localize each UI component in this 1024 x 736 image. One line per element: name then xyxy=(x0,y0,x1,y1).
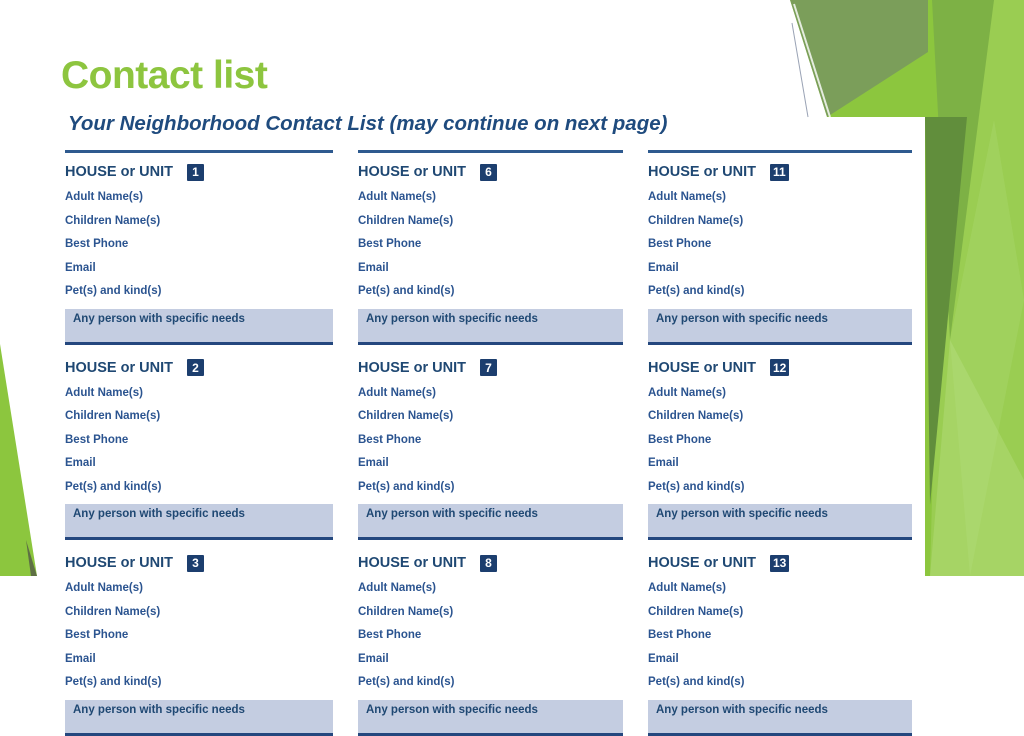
house-unit-header xyxy=(65,163,333,181)
field-label-children-names: Children Name(s) xyxy=(65,410,161,422)
field-label-adult-names: Adult Name(s) xyxy=(358,191,436,203)
field-list xyxy=(358,382,623,500)
field-label-children-names: Children Name(s) xyxy=(358,410,454,422)
house-unit-header xyxy=(648,163,912,181)
field-label-pets: Pet(s) and kind(s) xyxy=(65,285,162,297)
house-unit-block xyxy=(358,359,623,541)
house-unit-label: HOUSE or UNIT xyxy=(358,555,466,571)
field-label-email: Email xyxy=(358,652,389,665)
field-label-adult-names: Adult Name(s) xyxy=(65,191,143,203)
contact-list-grid xyxy=(65,150,912,736)
field-label-pets: Pet(s) and kind(s) xyxy=(358,676,455,688)
field-label-email: Email xyxy=(358,457,389,469)
house-unit-block xyxy=(65,554,333,736)
house-unit-header xyxy=(358,554,623,572)
contact-column-1 xyxy=(65,150,333,736)
house-unit-header xyxy=(65,554,333,572)
house-unit-label: HOUSE or UNIT xyxy=(648,359,756,376)
house-unit-header xyxy=(648,359,912,377)
field-list xyxy=(648,577,912,695)
field-label-best-phone: Best Phone xyxy=(65,629,129,641)
bottom-left-facet-decoration xyxy=(0,344,40,576)
unit-number-badge: 1 xyxy=(187,164,204,181)
unit-number-badge: 2 xyxy=(187,359,204,376)
specific-needs-box: Any person with specific needs xyxy=(65,504,333,540)
field-list xyxy=(65,577,333,695)
house-unit-label: HOUSE or UNIT xyxy=(358,164,466,180)
specific-needs-box: Any person with specific needs xyxy=(648,504,912,540)
field-label-best-phone: Best Phone xyxy=(358,629,422,641)
house-unit-header xyxy=(358,163,623,181)
field-label-best-phone: Best Phone xyxy=(358,433,422,446)
field-label-children-names: Children Name(s) xyxy=(358,214,454,227)
field-label-pets: Pet(s) and kind(s) xyxy=(358,285,455,297)
house-unit-label: HOUSE or UNIT xyxy=(648,555,756,571)
specific-needs-box: Any person with specific needs xyxy=(648,309,912,345)
specific-needs-box: Any person with specific needs xyxy=(65,700,333,736)
field-label-pets: Pet(s) and kind(s) xyxy=(648,676,745,688)
house-unit-block xyxy=(65,163,333,345)
house-unit-header xyxy=(648,554,912,572)
field-label-children-names: Children Name(s) xyxy=(65,605,161,618)
field-label-email: Email xyxy=(358,261,389,274)
house-unit-header xyxy=(358,359,623,377)
contact-column-2 xyxy=(358,150,623,736)
unit-number-badge: 8 xyxy=(480,555,497,572)
field-label-email: Email xyxy=(648,652,679,665)
house-unit-block xyxy=(358,554,623,736)
house-unit-block xyxy=(648,163,912,345)
field-label-pets: Pet(s) and kind(s) xyxy=(65,676,162,688)
field-label-pets: Pet(s) and kind(s) xyxy=(648,285,745,297)
specific-needs-box: Any person with specific needs xyxy=(358,504,623,540)
field-label-adult-names: Adult Name(s) xyxy=(65,582,143,594)
field-list xyxy=(358,186,623,304)
house-unit-block xyxy=(65,359,333,541)
field-label-children-names: Children Name(s) xyxy=(648,605,744,618)
field-label-email: Email xyxy=(65,457,96,469)
field-list xyxy=(358,577,623,695)
field-label-children-names: Children Name(s) xyxy=(358,605,454,618)
field-label-email: Email xyxy=(65,652,96,665)
unit-number-badge: 11 xyxy=(770,164,789,181)
specific-needs-box: Any person with specific needs xyxy=(648,700,912,736)
house-unit-block xyxy=(358,163,623,345)
house-unit-label: HOUSE or UNIT xyxy=(65,164,173,180)
house-unit-header xyxy=(65,359,333,377)
field-label-adult-names: Adult Name(s) xyxy=(648,386,726,399)
contact-column-3 xyxy=(648,150,912,736)
field-list xyxy=(65,382,333,500)
house-unit-block xyxy=(648,359,912,541)
unit-number-badge: 12 xyxy=(770,359,789,376)
field-label-adult-names: Adult Name(s) xyxy=(648,582,726,594)
field-label-children-names: Children Name(s) xyxy=(648,410,744,422)
house-unit-label: HOUSE or UNIT xyxy=(65,555,173,571)
field-list xyxy=(648,186,912,304)
field-label-children-names: Children Name(s) xyxy=(65,214,161,227)
specific-needs-box: Any person with specific needs xyxy=(358,309,623,345)
field-label-best-phone: Best Phone xyxy=(648,629,712,641)
field-label-adult-names: Adult Name(s) xyxy=(358,386,436,399)
house-unit-label: HOUSE or UNIT xyxy=(648,164,756,180)
document-heading: Your Neighborhood Contact List (may continue on next page) xyxy=(68,112,668,135)
field-label-email: Email xyxy=(648,457,679,469)
unit-number-badge: 13 xyxy=(770,555,789,572)
field-label-adult-names: Adult Name(s) xyxy=(648,191,726,203)
field-label-best-phone: Best Phone xyxy=(65,238,129,250)
specific-needs-box: Any person with specific needs xyxy=(65,309,333,345)
field-label-best-phone: Best Phone xyxy=(65,433,129,446)
field-list xyxy=(648,382,912,500)
field-label-pets: Pet(s) and kind(s) xyxy=(358,480,455,493)
field-label-best-phone: Best Phone xyxy=(648,238,712,250)
field-label-pets: Pet(s) and kind(s) xyxy=(65,480,162,493)
slide-title: Contact list xyxy=(61,54,268,97)
specific-needs-box: Any person with specific needs xyxy=(358,700,623,736)
field-list xyxy=(65,186,333,304)
house-unit-label: HOUSE or UNIT xyxy=(358,359,466,376)
unit-number-badge: 6 xyxy=(480,164,497,181)
field-label-adult-names: Adult Name(s) xyxy=(65,386,143,399)
unit-number-badge: 3 xyxy=(187,555,204,572)
field-label-best-phone: Best Phone xyxy=(358,238,422,250)
field-label-best-phone: Best Phone xyxy=(648,433,712,446)
field-label-children-names: Children Name(s) xyxy=(648,214,744,227)
field-label-email: Email xyxy=(648,261,679,274)
house-unit-block xyxy=(648,554,912,736)
unit-number-badge: 7 xyxy=(480,359,497,376)
field-label-pets: Pet(s) and kind(s) xyxy=(648,480,745,493)
field-label-adult-names: Adult Name(s) xyxy=(358,582,436,594)
field-label-email: Email xyxy=(65,261,96,274)
house-unit-label: HOUSE or UNIT xyxy=(65,359,173,376)
